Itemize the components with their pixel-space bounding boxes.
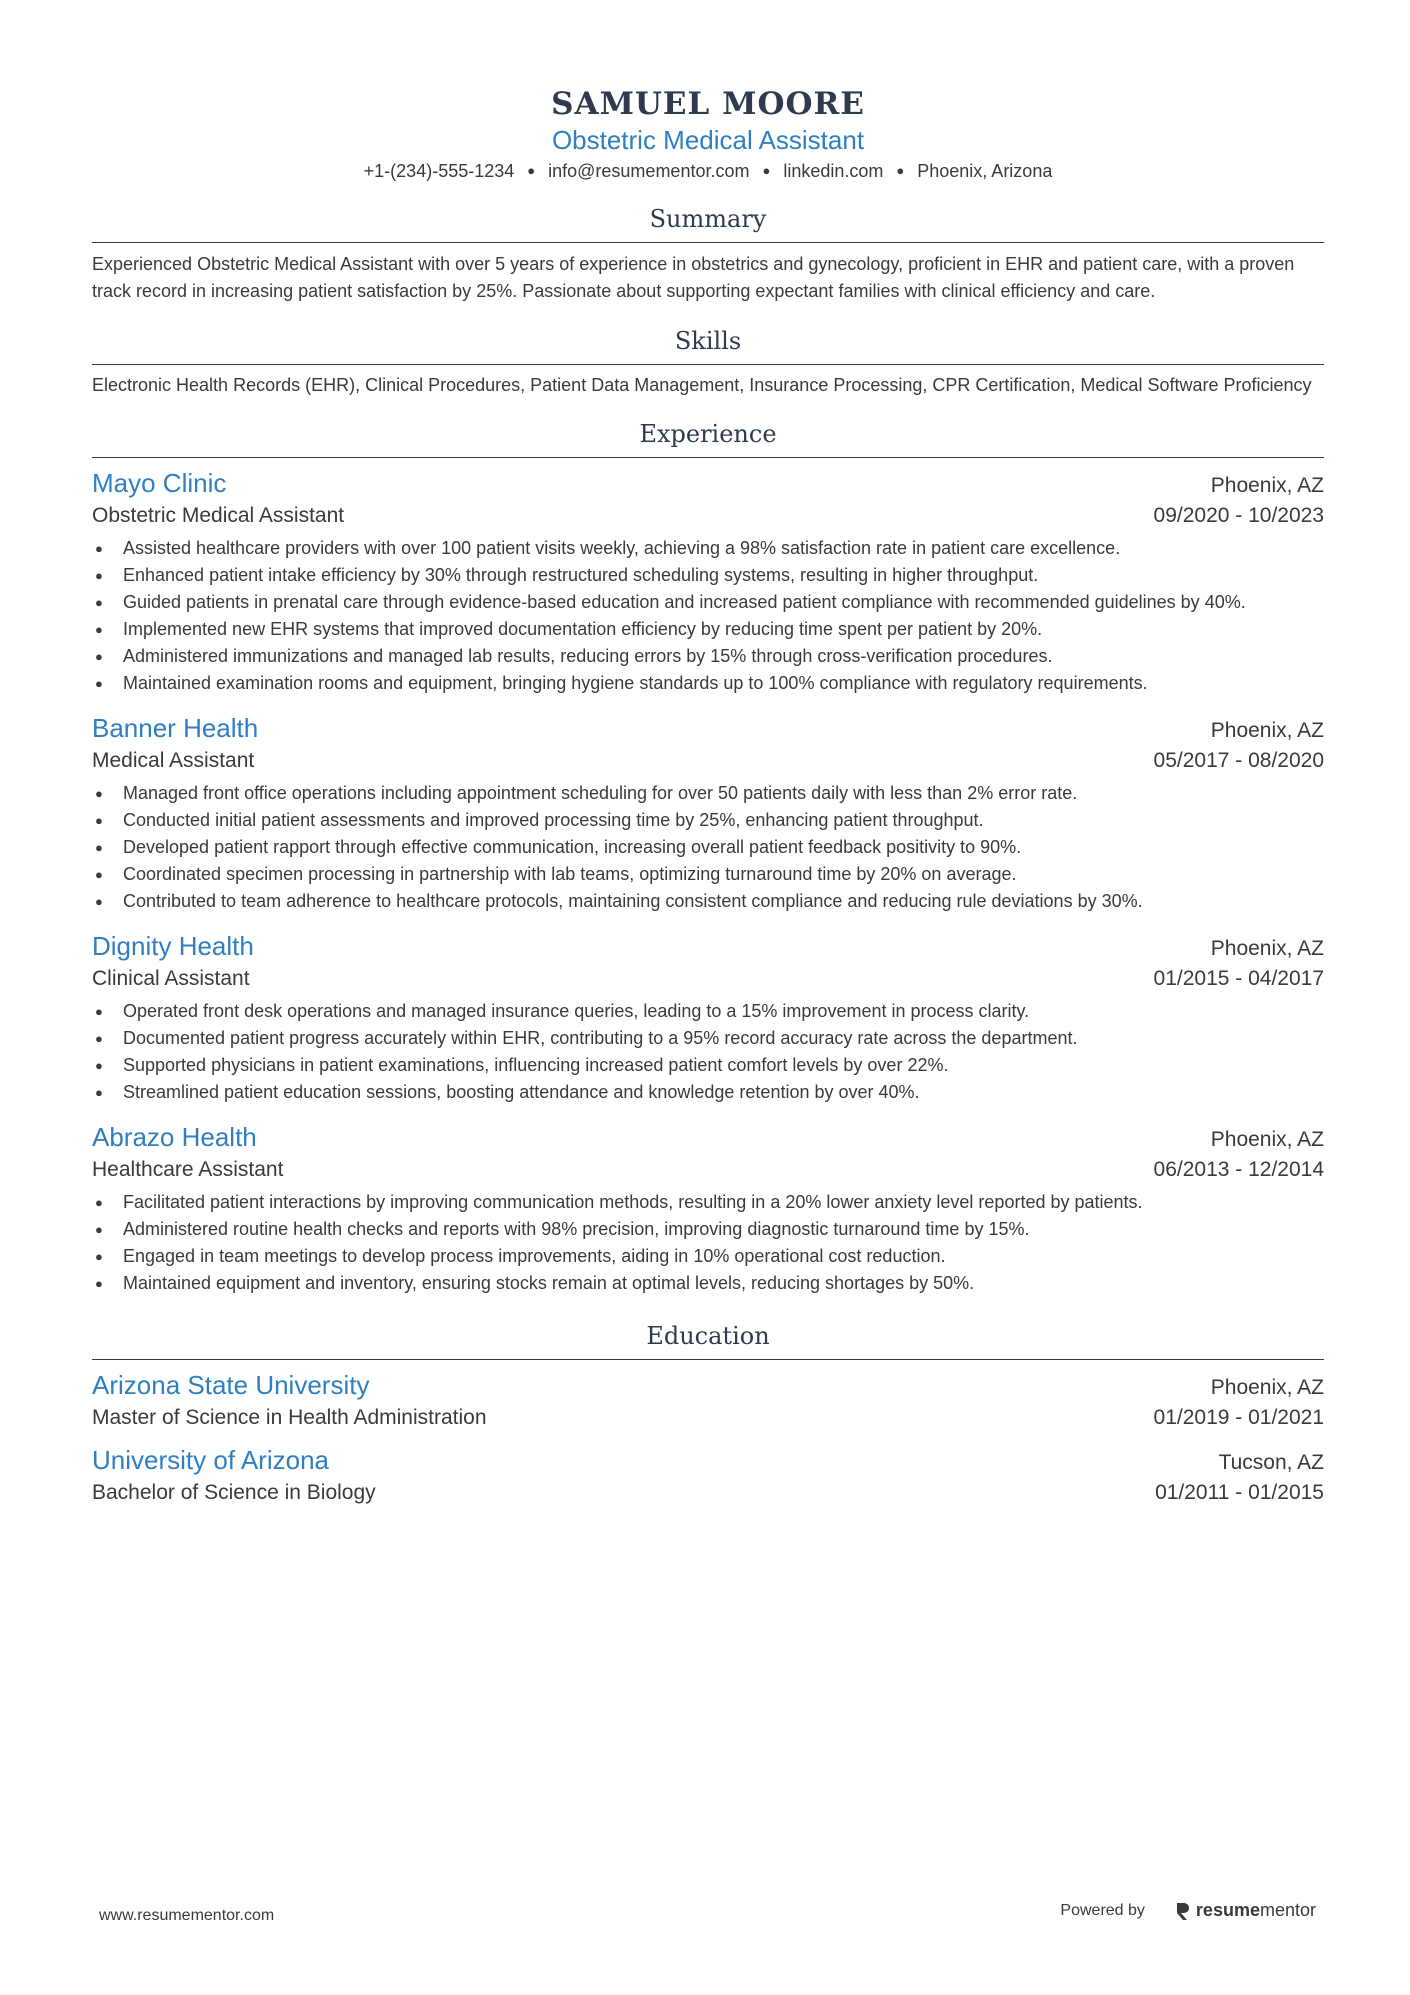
footer-branding	[1060, 1900, 1316, 1921]
bullet-text: Enhanced patient intake efficiency by 30% through restructured scheduling systems, resulting in higher throughput.	[123, 565, 1039, 585]
list-item	[92, 888, 1324, 915]
bullet-icon: ●	[95, 595, 103, 610]
bullet-icon: ●	[95, 1195, 103, 1210]
entry-header-row	[92, 1368, 1324, 1403]
separator-dot-icon: ●	[896, 163, 905, 178]
bullet-icon: ●	[95, 813, 103, 828]
bullet-text: Maintained examination rooms and equipment, bringing hygiene standards up to 100% compliance with regulatory requirements.	[123, 673, 1148, 693]
contact-email[interactable]: info@resumementor.com	[548, 161, 750, 181]
entry-header-row	[92, 466, 1324, 501]
list-item	[92, 643, 1324, 670]
bullet-icon: ●	[95, 1276, 103, 1291]
bullet-icon: ●	[95, 676, 103, 691]
entry-role-row	[92, 1155, 1324, 1185]
entry-header-row	[92, 1120, 1324, 1155]
bullet-text: Assisted healthcare providers with over 100 patient visits weekly, achieving a 98% satisfaction rate in patient care excellence.	[123, 538, 1121, 558]
bullet-icon: ●	[95, 1222, 103, 1237]
employer-location: Phoenix, AZ	[1210, 1128, 1324, 1151]
degree-dates: 01/2011 - 01/2015	[1155, 1481, 1324, 1504]
resumementor-logo-icon	[1175, 1901, 1191, 1921]
bullet-text: Documented patient progress accurately within EHR, contributing to a 95% record accuracy rate across the department.	[123, 1028, 1078, 1048]
bullet-icon: ●	[95, 786, 103, 801]
job-dates: 06/2013 - 12/2014	[1153, 1158, 1324, 1181]
job-role: Clinical Assistant	[92, 967, 250, 990]
bullet-text: Operated front desk operations and managed insurance queries, leading to a 15% improvement in process clarity.	[123, 1001, 1030, 1021]
bullet-icon: ●	[95, 568, 103, 583]
candidate-name: SAMUEL MOORE	[551, 86, 865, 122]
bullet-text: Coordinated specimen processing in partnership with lab teams, optimizing turnaround time by 20% on average.	[123, 864, 1017, 884]
entry-role-row	[92, 964, 1324, 994]
school-location: Tucson, AZ	[1218, 1451, 1324, 1474]
bullet-text: Engaged in team meetings to develop process improvements, aiding in 10% operational cost reduction.	[123, 1246, 946, 1266]
list-item	[92, 1025, 1324, 1052]
brand-light-text: mentor	[1259, 1900, 1316, 1920]
bullet-text: Managed front office operations including appointment scheduling for over 50 patients daily with less than 2% error rate.	[123, 783, 1078, 803]
section-divider	[92, 242, 1324, 243]
bullet-icon: ●	[95, 894, 103, 909]
bullet-text: Contributed to team adherence to healthcare protocols, maintaining consistent compliance and reducing rule deviations by 30%.	[123, 891, 1143, 911]
section-heading-skills: Skills	[674, 327, 742, 355]
school-name: University of Arizona	[92, 1445, 329, 1475]
employer-location: Phoenix, AZ	[1210, 937, 1324, 960]
job-role: Healthcare Assistant	[92, 1158, 284, 1181]
experience-entry	[92, 1120, 1324, 1297]
entry-role-row	[92, 746, 1324, 776]
employer-location: Phoenix, AZ	[1210, 474, 1324, 497]
section-divider	[92, 457, 1324, 458]
candidate-title: Obstetric Medical Assistant	[551, 125, 865, 155]
bullet-icon: ●	[95, 541, 103, 556]
resumementor-logo[interactable]	[1175, 1900, 1316, 1921]
list-item	[92, 616, 1324, 643]
resume-page	[92, 84, 1324, 1518]
bullet-icon: ●	[95, 1085, 103, 1100]
contact-linkedin[interactable]: linkedin.com	[783, 161, 884, 181]
entry-degree-row	[92, 1478, 1324, 1508]
school-location: Phoenix, AZ	[1210, 1376, 1324, 1399]
bullet-icon: ●	[95, 1004, 103, 1019]
section-heading-education: Education	[646, 1322, 770, 1350]
experience-entry	[92, 466, 1324, 697]
job-dates: 09/2020 - 10/2023	[1153, 504, 1324, 527]
entry-header-row	[92, 1443, 1324, 1478]
contact-line	[92, 158, 1324, 184]
bullet-text: Implemented new EHR systems that improved documentation efficiency by reducing time spent per patient by 20%.	[123, 619, 1043, 639]
list-item	[92, 1052, 1324, 1079]
list-item	[92, 780, 1324, 807]
summary-section	[92, 202, 1324, 305]
bullet-icon: ●	[95, 840, 103, 855]
achievement-list	[92, 535, 1324, 697]
education-entry	[92, 1368, 1324, 1433]
resume-header	[92, 84, 1324, 184]
degree-dates: 01/2019 - 01/2021	[1153, 1406, 1324, 1429]
bullet-text: Facilitated patient interactions by improving communication methods, resulting in a 20% lower anxiety level reported by patients.	[123, 1192, 1143, 1212]
achievement-list	[92, 780, 1324, 915]
bullet-icon: ●	[95, 1249, 103, 1264]
employer-name: Banner Health	[92, 713, 259, 743]
entry-role-row	[92, 501, 1324, 531]
bullet-text: Streamlined patient education sessions, boosting attendance and knowledge retention by over 40%.	[123, 1082, 920, 1102]
list-item	[92, 998, 1324, 1025]
degree-name: Bachelor of Science in Biology	[92, 1481, 376, 1504]
school-name: Arizona State University	[92, 1370, 370, 1400]
contact-location: Phoenix, Arizona	[917, 161, 1053, 181]
list-item	[92, 562, 1324, 589]
degree-name: Master of Science in Health Administration	[92, 1406, 487, 1429]
bullet-text: Maintained equipment and inventory, ensuring stocks remain at optimal levels, reducing shortages by 50%.	[123, 1273, 975, 1293]
employer-name: Dignity Health	[92, 931, 254, 961]
education-section	[92, 1319, 1324, 1508]
entry-header-row	[92, 711, 1324, 746]
list-item	[92, 1079, 1324, 1106]
bullet-icon: ●	[95, 1031, 103, 1046]
bullet-icon: ●	[95, 649, 103, 664]
list-item	[92, 1216, 1324, 1243]
list-item	[92, 1189, 1324, 1216]
section-divider	[92, 1359, 1324, 1360]
list-item	[92, 670, 1324, 697]
footer-website-link[interactable]: www.resumementor.com	[99, 1907, 275, 1924]
bullet-text: Supported physicians in patient examinations, influencing increased patient comfort levels by over 22%.	[123, 1055, 949, 1075]
entry-degree-row	[92, 1403, 1324, 1433]
separator-dot-icon: ●	[527, 163, 536, 178]
bullet-text: Guided patients in prenatal care through evidence-based education and increased patient compliance with recommended guidelines by 40%.	[123, 592, 1246, 612]
bullet-icon: ●	[95, 1058, 103, 1073]
bullet-text: Developed patient rapport through effective communication, increasing overall patient feedback positivity to 90%.	[123, 837, 1022, 857]
achievement-list	[92, 1189, 1324, 1297]
achievement-list	[92, 998, 1324, 1106]
job-role: Medical Assistant	[92, 749, 255, 772]
employer-location: Phoenix, AZ	[1210, 719, 1324, 742]
job-dates: 01/2015 - 04/2017	[1153, 967, 1324, 990]
list-item	[92, 1243, 1324, 1270]
bullet-text: Administered immunizations and managed lab results, reducing errors by 15% through cross-verification procedures.	[123, 646, 1053, 666]
bullet-icon: ●	[95, 867, 103, 882]
list-item	[92, 834, 1324, 861]
list-item	[92, 535, 1324, 562]
experience-entry	[92, 711, 1324, 915]
list-item	[92, 589, 1324, 616]
section-divider	[92, 364, 1324, 365]
entry-header-row	[92, 929, 1324, 964]
bullet-text: Conducted initial patient assessments and improved processing time by 25%, enhancing patient throughput.	[123, 810, 984, 830]
section-heading-summary: Summary	[649, 205, 767, 233]
skills-text: Electronic Health Records (EHR), Clinical Procedures, Patient Data Management, Insurance Processing, CPR Certification, Medical Software Proficiency	[92, 375, 1312, 395]
experience-section	[92, 417, 1324, 1297]
brand-bold-text: resume	[1195, 1900, 1260, 1920]
skills-section	[92, 324, 1324, 397]
job-role: Obstetric Medical Assistant	[92, 504, 345, 527]
employer-name: Mayo Clinic	[92, 468, 227, 498]
section-heading-experience: Experience	[639, 420, 777, 448]
experience-entry	[92, 929, 1324, 1106]
list-item	[92, 1270, 1324, 1297]
separator-dot-icon: ●	[762, 163, 771, 178]
bullet-icon: ●	[95, 622, 103, 637]
list-item	[92, 807, 1324, 834]
education-entry	[92, 1443, 1324, 1508]
list-item	[92, 861, 1324, 888]
employer-name: Abrazo Health	[92, 1122, 257, 1152]
bullet-text: Administered routine health checks and reports with 98% precision, improving diagnostic turnaround time by 15%.	[123, 1219, 1030, 1239]
summary-text: Experienced Obstetric Medical Assistant with over 5 years of experience in obstetrics and gynecology, proficient in EHR and patient care, with a proven track record in increasing patient satisfaction by 25%. Passionate about supporting expectant families with clinical efficiency and care.	[92, 254, 1295, 301]
contact-phone: +1-(234)-555-1234	[363, 161, 515, 181]
powered-by-label: Powered by	[1060, 1901, 1145, 1919]
job-dates: 05/2017 - 08/2020	[1153, 749, 1324, 772]
